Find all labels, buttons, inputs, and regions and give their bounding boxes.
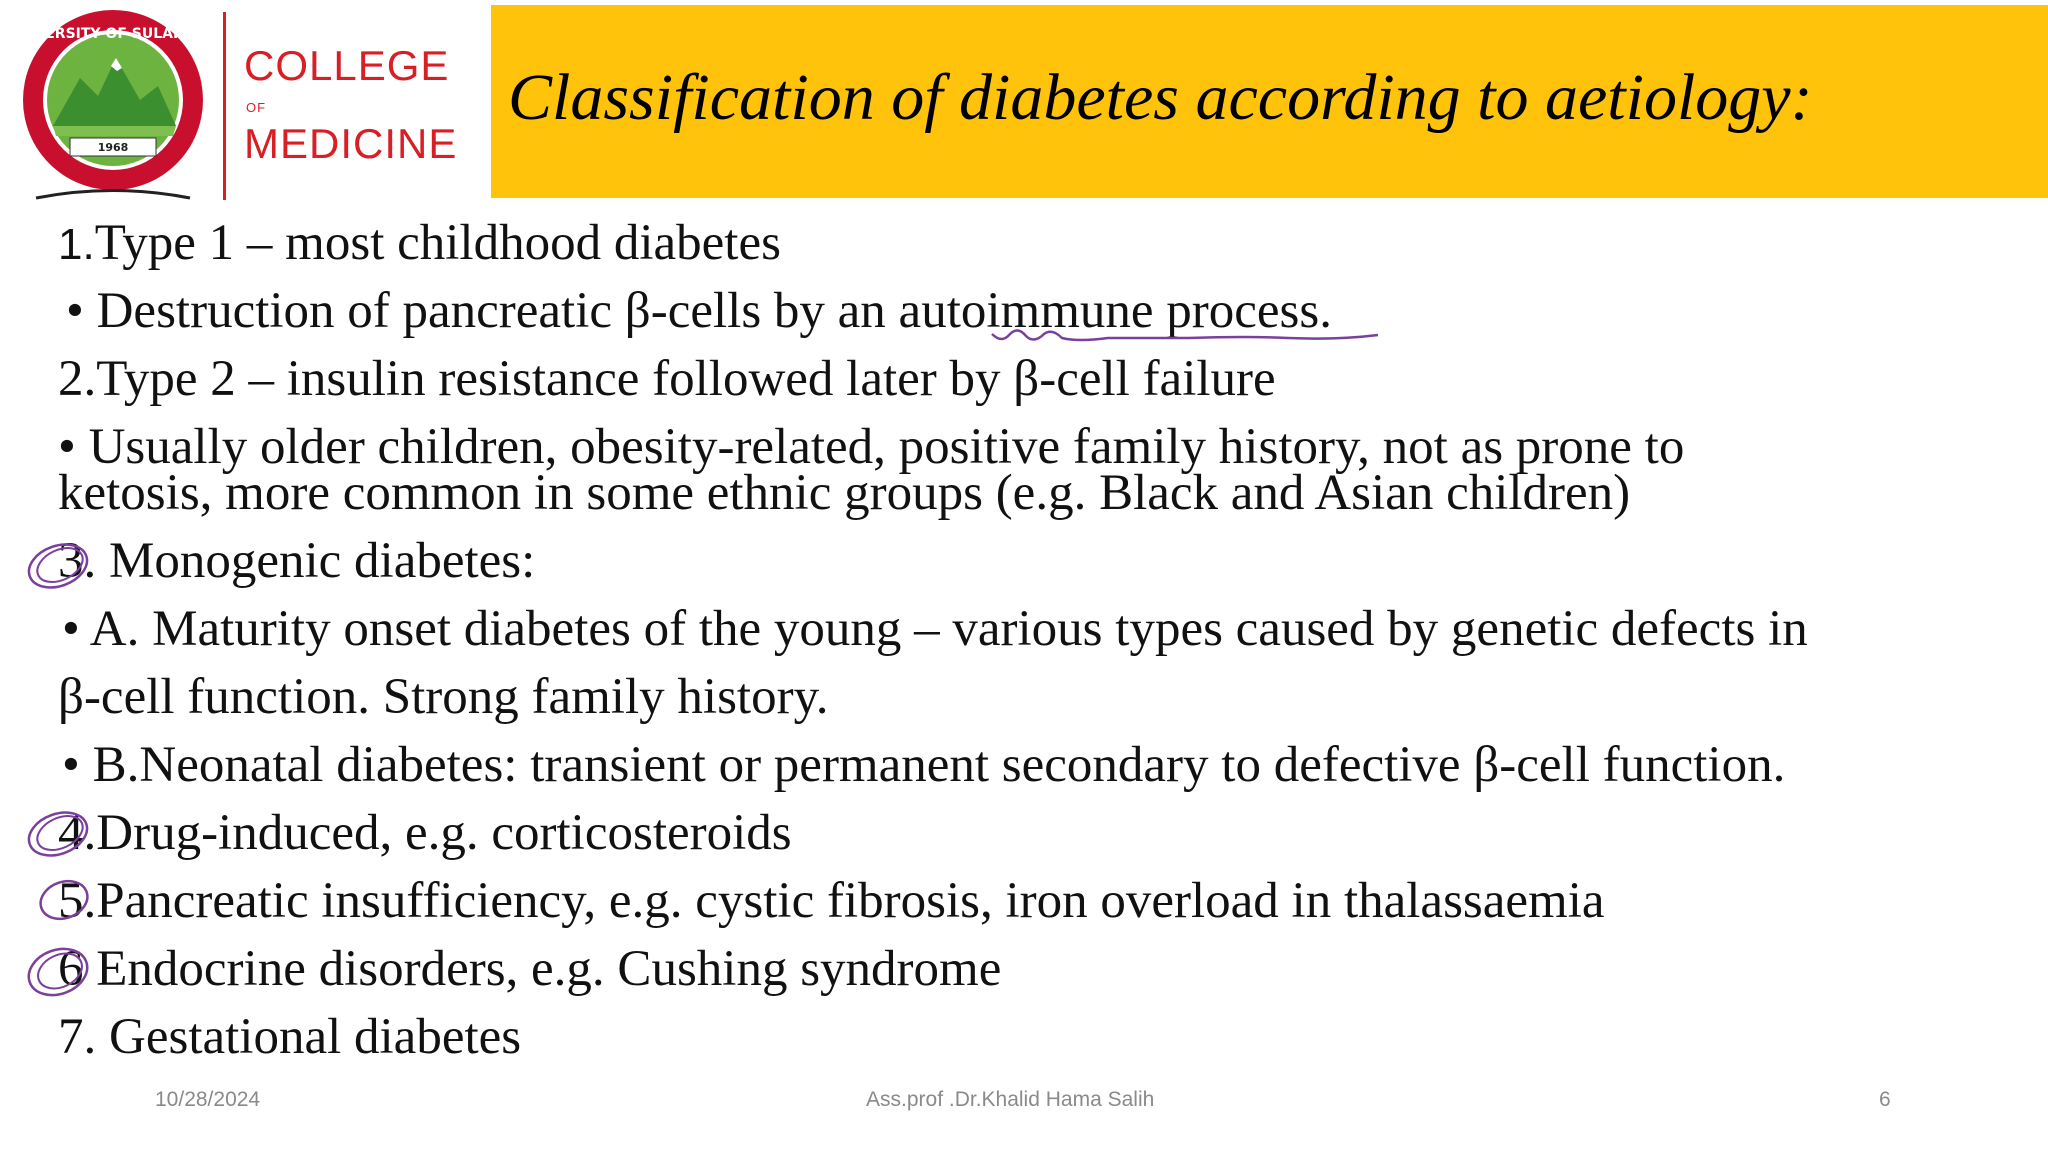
list-item-type2: 2.Type 2 – insulin resistance followed later by β-cell failure — [58, 351, 1276, 407]
svg-text:UNIVERSITY OF SULAIMANI: UNIVERSITY OF SULAIMANI — [6, 26, 220, 42]
bullet-type2-detail-line2: ketosis, more common in some ethnic groups (e.g. Black and Asian children) — [58, 465, 1631, 521]
college-word: COLLEGE — [244, 42, 450, 89]
bullet-type1-detail: • Destruction of pancreatic β-cells by an autoimmune process. — [66, 283, 1332, 339]
bullet-mody-line1: • A. Maturity onset diabetes of the young – various types caused by genetic defects in — [62, 601, 1808, 657]
list-item-monogenic: 3. Monogenic diabetes: — [58, 533, 536, 589]
svg-text:1968: 1968 — [97, 141, 129, 154]
list-item-drug-induced: 4.Drug-induced, e.g. corticosteroids — [58, 805, 792, 861]
list-number: 1. — [58, 220, 95, 269]
bullet-mody-line2: β-cell function. Strong family history. — [58, 669, 829, 725]
university-seal-logo — [6, 8, 220, 208]
logo-divider — [223, 12, 226, 200]
footer-page-number: 6 — [1879, 1088, 1891, 1111]
medicine-word: MEDICINE — [244, 120, 458, 167]
list-item-gestational: 7. Gestational diabetes — [58, 1009, 522, 1065]
list-item-pancreatic: 5.Pancreatic insufficiency, e.g. cystic fibrosis, iron overload in thalassaemia — [58, 873, 1605, 929]
footer-author: Ass.prof .Dr.Khalid Hama Salih — [866, 1088, 1155, 1111]
list-item-endocrine: 6 Endocrine disorders, e.g. Cushing syndrome — [58, 941, 1002, 997]
of-word: OF — [246, 100, 267, 115]
slide-title: Classification of diabetes according to aetiology: — [508, 61, 1813, 134]
bullet-neonatal: • B.Neonatal diabetes: transient or permanent secondary to defective β-cell function. — [62, 737, 1786, 793]
list-item-text: Type 1 – most childhood diabetes — [94, 215, 781, 271]
list-item-type1 — [58, 215, 781, 271]
bullet-type2-detail-line1: • Usually older children, obesity-related, positive family history, not as prone to — [58, 419, 1685, 475]
footer-date: 10/28/2024 — [155, 1088, 261, 1111]
